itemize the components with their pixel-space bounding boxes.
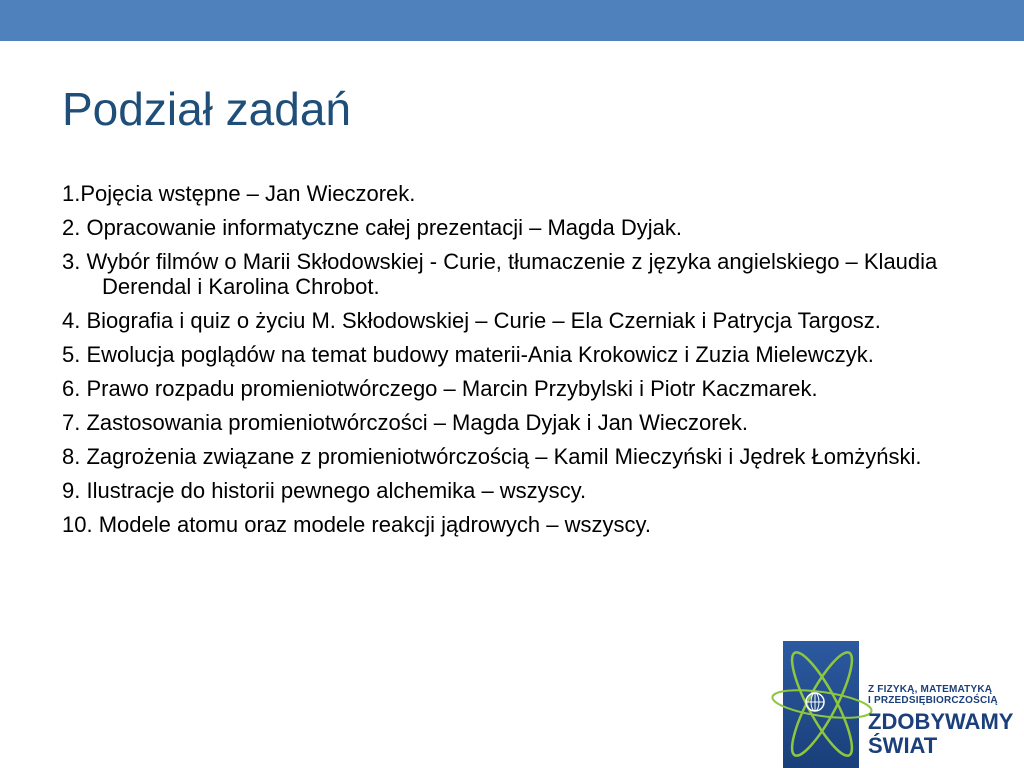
task-item-7: 7. Zastosowania promieniotwórczości – Magda Dyjak i Jan Wieczorek. bbox=[62, 410, 748, 435]
task-item-4: 4. Biografia i quiz o życiu M. Skłodowskiej – Curie – Ela Czerniak i Patrycja Targosz. bbox=[62, 308, 881, 333]
logo-line-4: ŚWIAT bbox=[868, 733, 938, 758]
logo-tagline bbox=[868, 684, 1024, 706]
task-item-2: 2. Opracowanie informatyczne całej prezentacji – Magda Dyjak. bbox=[62, 215, 682, 240]
task-item-6: 6. Prawo rozpadu promieniotwórczego – Marcin Przybylski i Piotr Kaczmarek. bbox=[62, 376, 818, 401]
slide-title: Podział zadań bbox=[62, 83, 351, 135]
task-item-9: 9. Ilustracje do historii pewnego alchemika – wszyscy. bbox=[62, 478, 587, 503]
logo-line-3: ZDOBYWAMY bbox=[868, 709, 1014, 734]
task-item-5: 5. Ewolucja poglądów na temat budowy materii-Ania Krokowicz i Zuzia Mielewczyk. bbox=[62, 342, 874, 367]
task-item-3: 3. Wybór filmów o Marii Skłodowskiej - Curie, tłumaczenie z języka angielskiego – Klaudia Derendal i Karolina Chrobot. bbox=[62, 249, 938, 299]
task-item-1: 1.Pojęcia wstępne – Jan Wieczorek. bbox=[62, 181, 416, 206]
project-logo bbox=[770, 622, 1024, 768]
logo-wordmark bbox=[868, 710, 1024, 758]
logo-line-1: Z FIZYKĄ, MATEMATYKĄ bbox=[868, 684, 993, 695]
task-list bbox=[62, 181, 982, 546]
atom-orbits-icon bbox=[770, 622, 880, 768]
logo-line-2: I PRZEDSIĘBIORCZOŚCIĄ bbox=[868, 695, 998, 706]
task-item-8: 8. Zagrożenia związane z promieniotwórczością – Kamil Mieczyński i Jędrek Łomżyński. bbox=[62, 444, 922, 469]
top-accent-bar bbox=[0, 0, 1024, 41]
task-item-10: 10. Modele atomu oraz modele reakcji jądrowych – wszyscy. bbox=[62, 512, 651, 537]
